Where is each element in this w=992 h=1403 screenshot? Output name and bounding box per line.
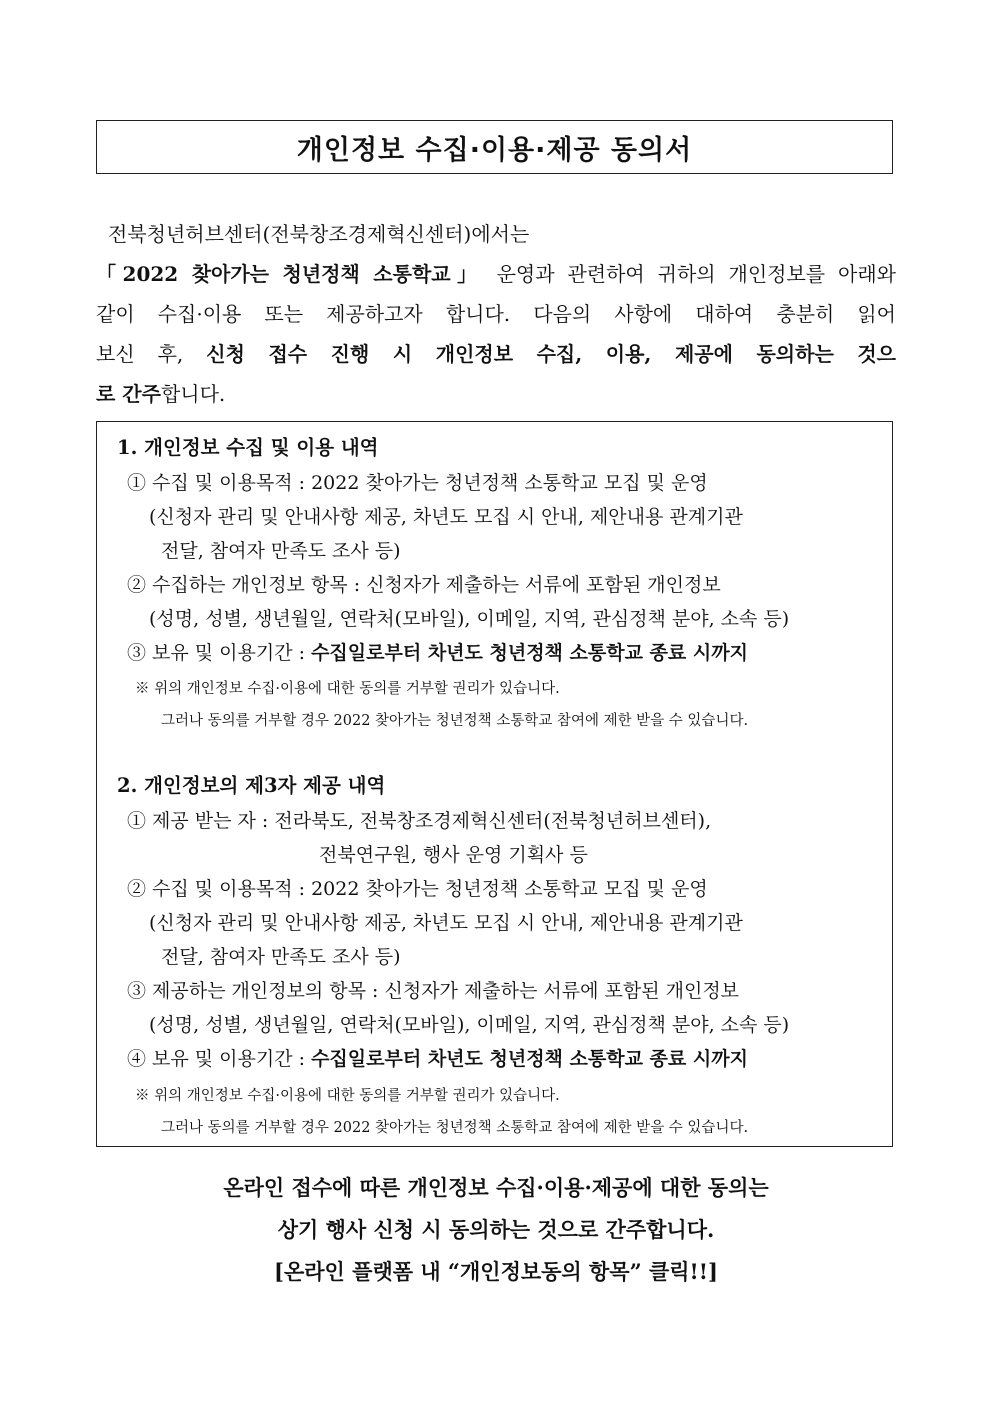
details-box — [96, 421, 893, 1147]
section-2-item-2-detail-cont: 전달, 참여자 만족도 조사 등) — [161, 946, 401, 968]
section-2-item-1: ① 제공 받는 자 : 전라북도, 전북창조경제혁신센터(전북청년허브센터), — [127, 810, 712, 832]
section-1-note-cont: 그러나 동의를 거부할 경우 2022 찾아가는 청년정책 소통학교 참여에 제한 받을 수 있습니다. — [161, 713, 749, 729]
section-2-note: ※ 위의 개인정보 수집·이용에 대한 동의를 거부할 권리가 있습니다. — [135, 1088, 560, 1104]
section-2-item-2-detail: (신청자 관리 및 안내사항 제공, 차년도 모집 시 안내, 제안내용 관계기관 — [149, 912, 743, 934]
intro-line-3 — [96, 294, 896, 334]
section-1-heading: 1. 개인정보 수집 및 이용 내역 — [117, 436, 379, 459]
section-1-note: ※ 위의 개인정보 수집·이용에 대한 동의를 거부할 권리가 있습니다. — [135, 681, 560, 697]
section-2-item-4 — [127, 1044, 748, 1071]
intro-line-2-text: 운영과 관련하여 귀하의 개인정보를 아래와 — [483, 262, 896, 286]
section-2-item-4-label: ④ 보유 및 이용기간 : — [127, 1048, 312, 1070]
title-box — [96, 120, 893, 174]
section-1-item-3 — [127, 638, 748, 665]
section-1-item-1-detail: (신청자 관리 및 안내사항 제공, 차년도 모집 시 안내, 제안내용 관계기관 — [149, 506, 743, 528]
intro-line-3-text: 같이 수집·이용 또는 제공하고자 합니다. 다음의 사항에 대하여 충분히 읽어 — [96, 302, 896, 326]
closing-line-1: 온라인 접수에 따른 개인정보 수집·이용·제공에 대한 동의는 — [223, 1175, 769, 1200]
intro-line-2 — [96, 254, 896, 294]
intro-line-1-text: 전북청년허브센터(전북창조경제혁신센터)에서는 — [108, 222, 530, 246]
intro-line-4-text: 보신 후, — [96, 342, 207, 366]
section-1-item-2: ② 수집하는 개인정보 항목 : 신청자가 제출하는 서류에 포함된 개인정보 — [127, 574, 721, 596]
section-2-item-2: ② 수집 및 이용목적 : 2022 찾아가는 청년정책 소통학교 모집 및 운영 — [127, 878, 708, 900]
intro-line-5 — [96, 374, 896, 414]
intro-line-1 — [96, 214, 896, 254]
closing-line-2: 상기 행사 신청 시 동의하는 것으로 간주합니다. — [277, 1217, 715, 1242]
intro-line-4 — [96, 334, 896, 374]
program-name: 「2022 찾아가는 청년정책 소통학교」 — [96, 262, 484, 286]
intro-paragraph — [96, 214, 896, 414]
intro-line-5-text: 합니다. — [160, 382, 226, 406]
section-2-item-3-detail: (성명, 성별, 생년월일, 연락처(모바일), 이메일, 지역, 관심정책 분야, 소속 등) — [149, 1014, 790, 1036]
section-1-item-2-detail: (성명, 성별, 생년월일, 연락처(모바일), 이메일, 지역, 관심정책 분야, 소속 등) — [149, 608, 790, 630]
section-2-heading: 2. 개인정보의 제3자 제공 내역 — [117, 774, 386, 797]
document-title: 개인정보 수집·이용·제공 동의서 — [296, 134, 693, 166]
section-2-retention-period: 수집일로부터 차년도 청년정책 소통학교 종료 시까지 — [311, 1048, 748, 1070]
section-1-item-1: ① 수집 및 이용목적 : 2022 찾아가는 청년정책 소통학교 모집 및 운영 — [127, 472, 708, 494]
consent-statement: 신청 접수 진행 시 개인정보 수집, 이용, 제공에 동의하는 것으 — [206, 342, 896, 366]
section-1-item-3-label: ③ 보유 및 이용기간 : — [127, 642, 312, 664]
section-1-item-1-detail-cont: 전달, 참여자 만족도 조사 등) — [161, 540, 401, 562]
consent-statement-end: 로 간주 — [96, 382, 161, 406]
section-1-retention-period: 수집일로부터 차년도 청년정책 소통학교 종료 시까지 — [311, 642, 748, 664]
section-2-item-3: ③ 제공하는 개인정보의 항목 : 신청자가 제출하는 서류에 포함된 개인정보 — [127, 980, 740, 1002]
section-2-item-1-cont: 전북연구원, 행사 운영 기획사 등 — [319, 844, 588, 866]
section-2-note-cont: 그러나 동의를 거부할 경우 2022 찾아가는 청년정책 소통학교 참여에 제한 받을 수 있습니다. — [161, 1120, 749, 1136]
closing-line-3: [온라인 플랫폼 내 “개인정보동의 항목” 클릭!!] — [274, 1259, 718, 1284]
